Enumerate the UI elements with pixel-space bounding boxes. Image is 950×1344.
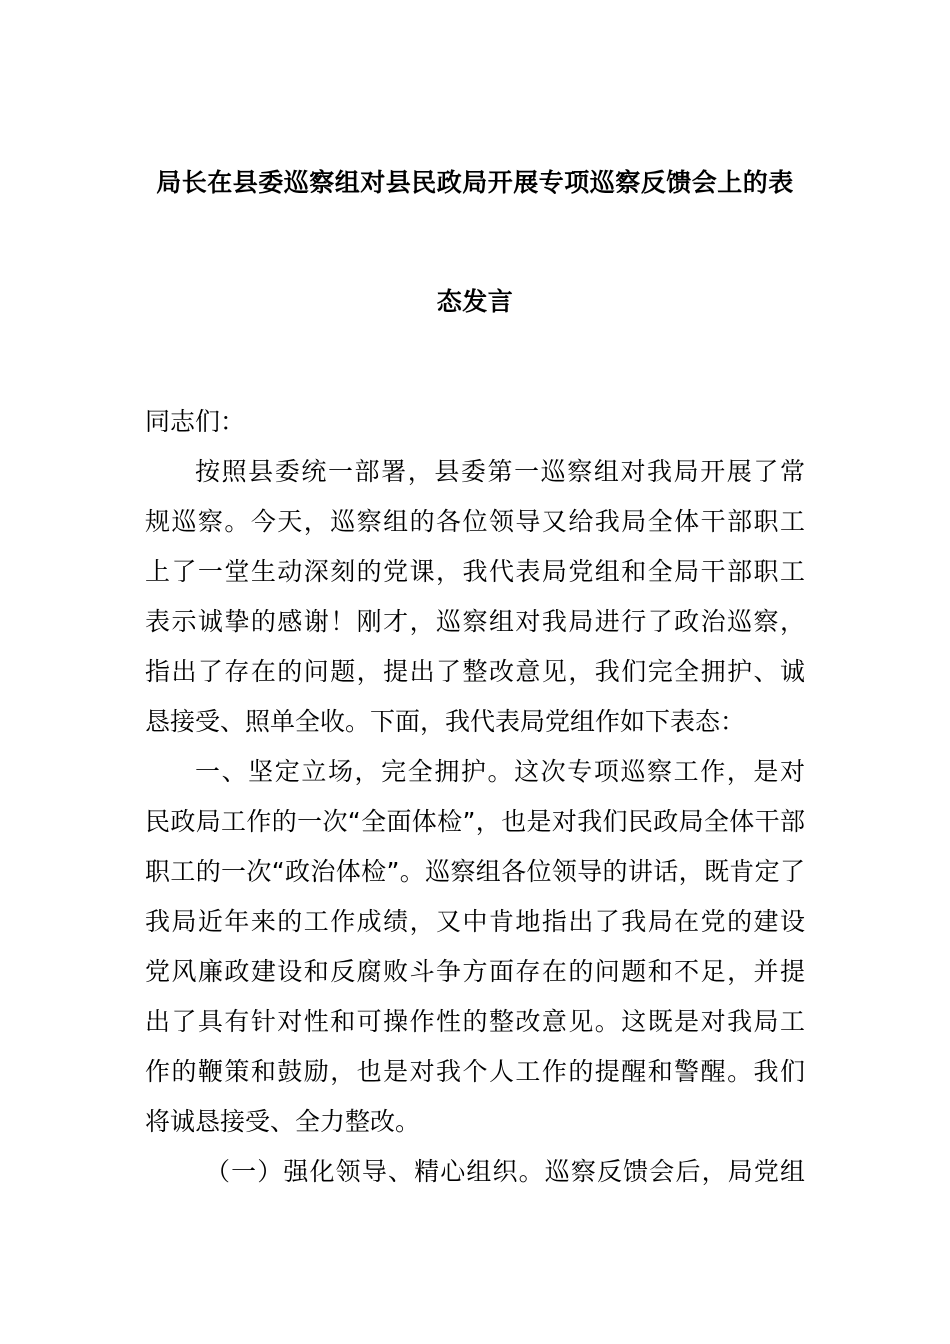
paragraph-2-line: 我局近年来的工作成绩，又中肯地指出了我局在党的建设 — [145, 907, 805, 936]
paragraph-1-line: 指出了存在的问题，提出了整改意见，我们完全拥护、诚 — [145, 657, 805, 686]
salutation: 同志们： — [145, 407, 246, 436]
paragraph-2-line: 职工的一次“政治体检”。巡察组各位领导的讲话，既肯定了 — [145, 857, 805, 886]
paragraph-2-line: 民政局工作的一次“全面体检”，也是对我们民政局全体干部 — [145, 807, 805, 836]
paragraph-1-line: 恳接受、照单全收。下面，我代表局党组作如下表态： — [145, 707, 746, 736]
paragraph-2-line: 出了具有针对性和可操作性的整改意见。这既是对我局工 — [145, 1007, 805, 1036]
paragraph-2-line: 党风廉政建设和反腐败斗争方面存在的问题和不足，并提 — [145, 957, 805, 986]
paragraph-2-line: 作的鞭策和鼓励，也是对我个人工作的提醒和警醒。我们 — [145, 1057, 805, 1086]
paragraph-1-line: 表示诚挚的感谢！刚才，巡察组对我局进行了政治巡察， — [145, 607, 805, 636]
paragraph-2-line: 一、坚定立场，完全拥护。这次专项巡察工作，是对 — [195, 757, 805, 786]
paragraph-1-line: 上了一堂生动深刻的党课，我代表局党组和全局干部职工 — [145, 557, 805, 586]
paragraph-2-line: 将诚恳接受、全力整改。 — [145, 1107, 421, 1136]
paragraph-3-line: （一）强化领导、精心组织。巡察反馈会后，局党组 — [205, 1157, 805, 1186]
document-title-line-1: 局长在县委巡察组对县民政局开展专项巡察反馈会上的表 — [156, 168, 794, 197]
document-title-line-2: 态发言 — [436, 287, 514, 316]
paragraph-1-line: 规巡察。今天，巡察组的各位领导又给我局全体干部职工 — [145, 507, 805, 536]
paragraph-1-line: 按照县委统一部署，县委第一巡察组对我局开展了常 — [195, 457, 805, 486]
